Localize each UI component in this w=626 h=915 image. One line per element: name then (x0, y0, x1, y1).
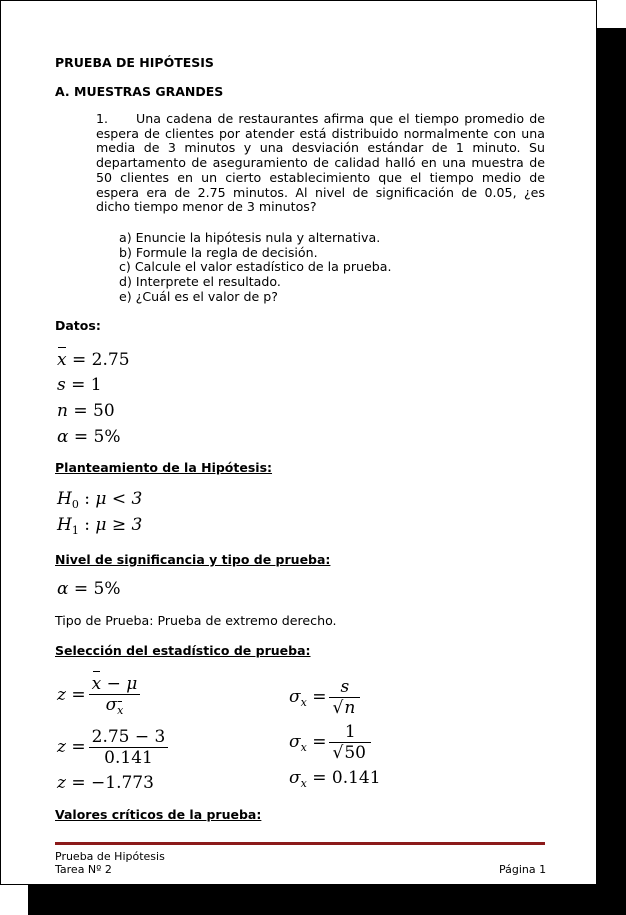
question-item: a) Enuncie la hipótesis nula y alternativa. (119, 230, 381, 245)
n-value: 50 (93, 401, 115, 421)
question-item: d) Interprete el resultado. (119, 274, 281, 290)
problem-paragraph (96, 112, 545, 215)
problem-text: Una cadena de restaurantes afirma que el tiempo promedio de espera de clientes por atender está distribuido normalmente con una media de 3 minutos y una desviación estándar de 1 minuto. Su departamento de aseguramiento de calidad halló en una muestra de 50 clientes en un cierto establecimiento que el tiempo medio de espera era de 2.75 minutos. Al nivel de significación de 0.05, ¿es dicho tiempo menor de 3 minutos? (96, 111, 545, 215)
planteamiento-heading: Planteamiento de la Hipótesis: (55, 460, 273, 475)
tipo-prueba: Tipo de Prueba: Prueba de extremo derecho. (55, 613, 337, 628)
question-item: c) Calcule el valor estadístico de la prueba. (119, 259, 392, 275)
alpha-value: 5% (93, 427, 121, 447)
datos-s: s = 1 (57, 375, 102, 395)
sigma-result: $\sigma_x = 0.141$ (289, 768, 381, 790)
z-result: z = −1.773 (57, 773, 154, 793)
z-formula: z = $\frac{x - \mu}{\sigma_x}$ (57, 674, 140, 717)
datos-alpha: α = 5% (57, 427, 121, 447)
sigma-result-value: 0.141 (331, 768, 381, 788)
page-number: Página 1 (499, 863, 547, 876)
sigma-numerator: 1 (344, 722, 356, 742)
question-item: b) Formule la regla de decisión. (119, 244, 318, 260)
datos-n: n = 50 (57, 401, 115, 421)
footer-subtitle: Tarea Nº 2 (55, 863, 112, 876)
footer-divider (55, 842, 545, 845)
s-value: 1 (90, 375, 102, 395)
datos-heading: Datos: (55, 318, 101, 333)
sigma-formula: $\sigma_x$ = $\frac{s}{√n}$ (289, 677, 360, 718)
h1-relation: μ ≥ 3 (95, 515, 143, 535)
footer-title: Prueba de Hipótesis (55, 850, 165, 863)
sigma-substitution: $\sigma_x$ = $\frac{1}{√50}$ (289, 722, 371, 763)
hypothesis-null: $H_0$ : μ < 3 (57, 489, 143, 511)
nivel-alpha-value: 5% (93, 579, 121, 599)
xbar-value: 2.75 (91, 350, 130, 370)
criticos-heading: Valores críticos de la prueba: (55, 807, 262, 822)
problem-number: 1. (96, 111, 109, 126)
datos-xbar: x = 2.75 (57, 350, 130, 370)
z-numerator: 2.75 − 3 (91, 727, 166, 747)
question-list (119, 231, 391, 305)
h0-relation: μ < 3 (95, 489, 143, 509)
z-result-value: −1.773 (91, 773, 154, 793)
nivel-alpha: α = 5% (57, 579, 121, 599)
sigma-sqrt-value: 50 (344, 743, 366, 763)
section-heading: A. MUESTRAS GRANDES (55, 84, 224, 99)
estadistico-heading: Selección del estadístico de prueba: (55, 643, 311, 658)
document-title: PRUEBA DE HIPÓTESIS (55, 55, 214, 70)
z-denominator: 0.141 (89, 747, 169, 768)
z-substitution: z = $\frac{2.75 - 3}{0.141}$ (57, 727, 168, 768)
nivel-heading: Nivel de significancia y tipo de prueba: (55, 552, 331, 567)
hypothesis-alt: $H_1$ : μ ≥ 3 (57, 515, 143, 537)
question-item: e) ¿Cuál es el valor de p? (119, 288, 278, 304)
